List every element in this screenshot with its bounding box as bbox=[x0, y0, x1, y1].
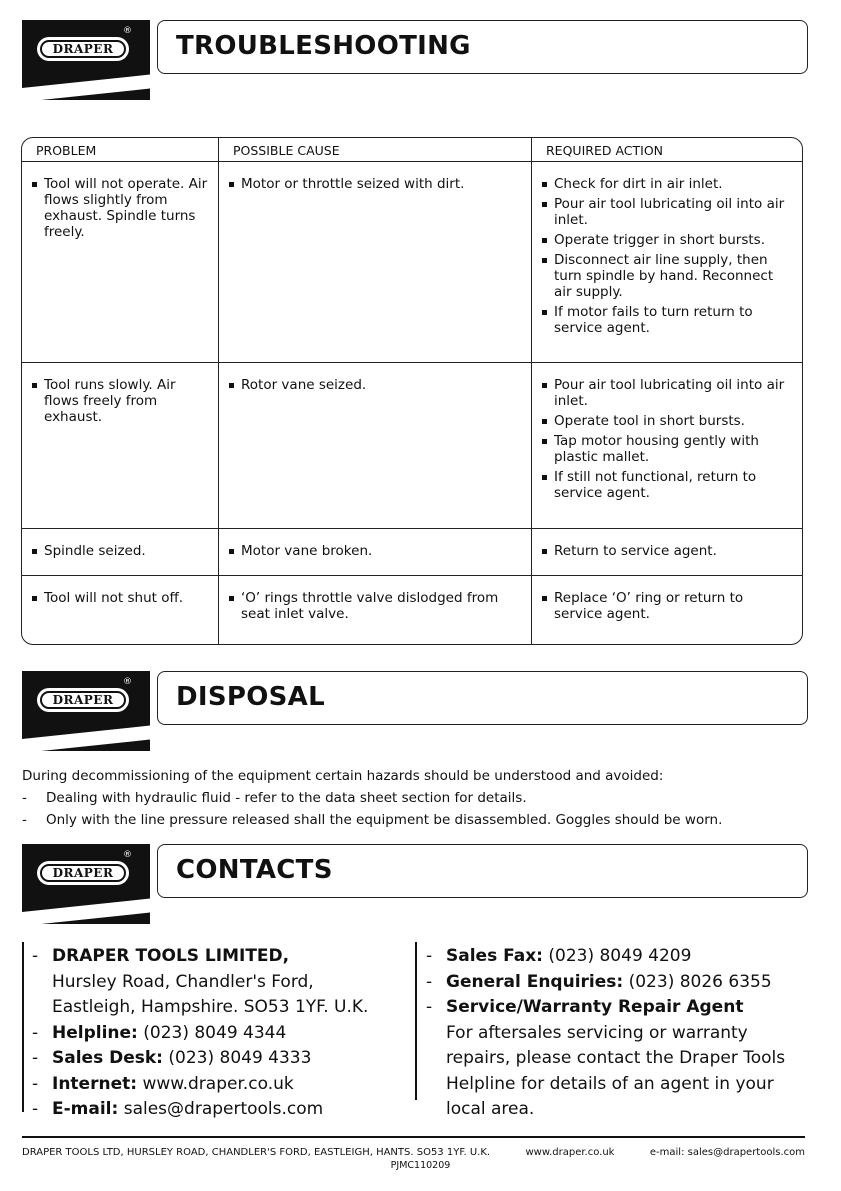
sales-fax-number: (023) 8049 4209 bbox=[548, 946, 692, 966]
table-row bbox=[22, 362, 802, 528]
header-cause: POSSIBLE CAUSE bbox=[218, 138, 531, 162]
action-cell bbox=[531, 575, 802, 644]
list-item: Rotor vane seized. bbox=[227, 377, 523, 393]
contacts-right: - Sales Fax: (023) 8049 4209 - General Enquiries: (023) 8026 6355 - Service/Warranty Repair Agent For aftersales servicing or warranty repairs, please contact the Draper Tools Helpline for details of an agent in your local area. bbox=[426, 944, 785, 1123]
list-item: ‘O’ rings throttle valve dislodged from seat inlet valve. bbox=[227, 590, 523, 622]
table-row bbox=[22, 575, 802, 644]
list-item: Disconnect air line supply, then turn spindle by hand. Reconnect air supply. bbox=[540, 252, 794, 300]
contacts-divider-right bbox=[415, 942, 417, 1100]
disposal-text bbox=[22, 765, 812, 831]
registered-mark-icon: ® bbox=[123, 850, 132, 860]
list-item: Motor vane broken. bbox=[227, 543, 523, 559]
title-box bbox=[157, 20, 808, 74]
cause-cell bbox=[218, 162, 531, 362]
list-item: Motor or throttle seized with dirt. bbox=[227, 176, 523, 192]
list-item: - Dealing with hydraulic fluid - refer to the data sheet section for details. bbox=[22, 790, 527, 806]
internet-link[interactable]: www.draper.co.uk bbox=[142, 1073, 294, 1094]
logo-text: DRAPER bbox=[40, 864, 126, 882]
problem-cell bbox=[22, 528, 218, 575]
draper-logo bbox=[22, 20, 150, 100]
table-header-row bbox=[22, 138, 802, 162]
header-problem: PROBLEM bbox=[22, 138, 218, 162]
service-text: For aftersales servicing or warranty bbox=[446, 1022, 748, 1043]
list-item: Return to service agent. bbox=[540, 543, 794, 559]
address-line: Hursley Road, Chandler's Ford, bbox=[52, 971, 314, 992]
section-title: TROUBLESHOOTING bbox=[176, 31, 471, 61]
troubleshooting-table bbox=[21, 137, 803, 645]
service-agent-label: Service/Warranty Repair Agent bbox=[446, 997, 744, 1017]
registered-mark-icon: ® bbox=[123, 26, 132, 36]
draper-logo bbox=[22, 844, 150, 924]
footer bbox=[22, 1147, 805, 1158]
service-text: Helpline for details of an agent in your bbox=[446, 1073, 774, 1094]
contacts-divider-left bbox=[22, 942, 24, 1112]
list-item: Tap motor housing gently with plastic mallet. bbox=[540, 433, 794, 465]
list-item: Tool runs slowly. Air flows freely from exhaust. bbox=[30, 377, 210, 425]
list-item: Tool will not operate. Air flows slightly from exhaust. Spindle turns freely. bbox=[30, 176, 210, 240]
list-item: Operate tool in short bursts. bbox=[540, 413, 794, 429]
section-title: CONTACTS bbox=[176, 855, 333, 885]
contacts-left: - DRAPER TOOLS LIMITED, Hursley Road, Chandler's Ford, Eastleigh, Hampshire. SO53 1YF. U.K. - Helpline: (023) 8049 4344 - Sales Desk: (023) 8049 4333 - Internet: www.draper.co.uk - E-mail: sales@drapertools.com bbox=[32, 944, 368, 1123]
title-box bbox=[157, 671, 808, 725]
problem-cell bbox=[22, 575, 218, 644]
list-item: Check for dirt in air inlet. bbox=[540, 176, 794, 192]
enquiries-number: (023) 8026 6355 bbox=[628, 971, 772, 992]
section-title: DISPOSAL bbox=[176, 682, 325, 712]
list-item: If still not functional, return to service agent. bbox=[540, 469, 794, 501]
draper-logo bbox=[22, 671, 150, 751]
list-item: Operate trigger in short bursts. bbox=[540, 232, 794, 248]
problem-cell bbox=[22, 162, 218, 362]
list-item: Replace ‘O’ ring or return to service agent. bbox=[540, 590, 794, 622]
address-line: Eastleigh, Hampshire. SO53 1YF. U.K. bbox=[52, 997, 369, 1017]
action-cell bbox=[531, 362, 802, 528]
registered-mark-icon: ® bbox=[123, 677, 132, 687]
service-text: repairs, please contact the Draper Tools bbox=[446, 1048, 786, 1068]
sales-desk-number: (023) 8049 4333 bbox=[168, 1048, 312, 1068]
header-action: REQUIRED ACTION bbox=[531, 138, 802, 162]
action-cell bbox=[531, 162, 802, 362]
footer-divider bbox=[22, 1136, 805, 1138]
email-link[interactable]: sales@drapertools.com bbox=[123, 1099, 324, 1119]
disposal-intro: During decommissioning of the equipment certain hazards should be understood and avoided: bbox=[22, 768, 664, 784]
list-item: - Only with the line pressure released shall the equipment be disassembled. Goggles should be worn. bbox=[22, 812, 723, 828]
cause-cell bbox=[218, 528, 531, 575]
action-cell bbox=[531, 528, 802, 575]
table-row bbox=[22, 528, 802, 575]
document-code: PJMC110209 bbox=[390, 1160, 451, 1171]
list-item: Pour air tool lubricating oil into air inlet. bbox=[540, 377, 794, 409]
problem-cell bbox=[22, 362, 218, 528]
title-box bbox=[157, 844, 808, 898]
cause-cell bbox=[218, 362, 531, 528]
list-item: Tool will not shut off. bbox=[30, 590, 210, 606]
footer-address: DRAPER TOOLS LTD, HURSLEY ROAD, CHANDLER'S FORD, EASTLEIGH, HANTS. SO53 1YF. U.K. bbox=[22, 1147, 491, 1158]
footer-web-link[interactable]: www.draper.co.uk bbox=[525, 1147, 615, 1158]
cause-cell bbox=[218, 575, 531, 644]
list-item: Pour air tool lubricating oil into air inlet. bbox=[540, 196, 794, 228]
logo-text: DRAPER bbox=[40, 691, 126, 709]
footer-email-link[interactable]: e-mail: sales@drapertools.com bbox=[649, 1147, 805, 1158]
list-item: Spindle seized. bbox=[30, 543, 210, 559]
service-text: local area. bbox=[446, 1099, 535, 1119]
helpline-number: (023) 8049 4344 bbox=[143, 1022, 287, 1043]
logo-text: DRAPER bbox=[40, 40, 126, 58]
table-row bbox=[22, 162, 802, 362]
list-item: If motor fails to turn return to service agent. bbox=[540, 304, 794, 336]
company-name: DRAPER TOOLS LIMITED, bbox=[52, 946, 290, 966]
